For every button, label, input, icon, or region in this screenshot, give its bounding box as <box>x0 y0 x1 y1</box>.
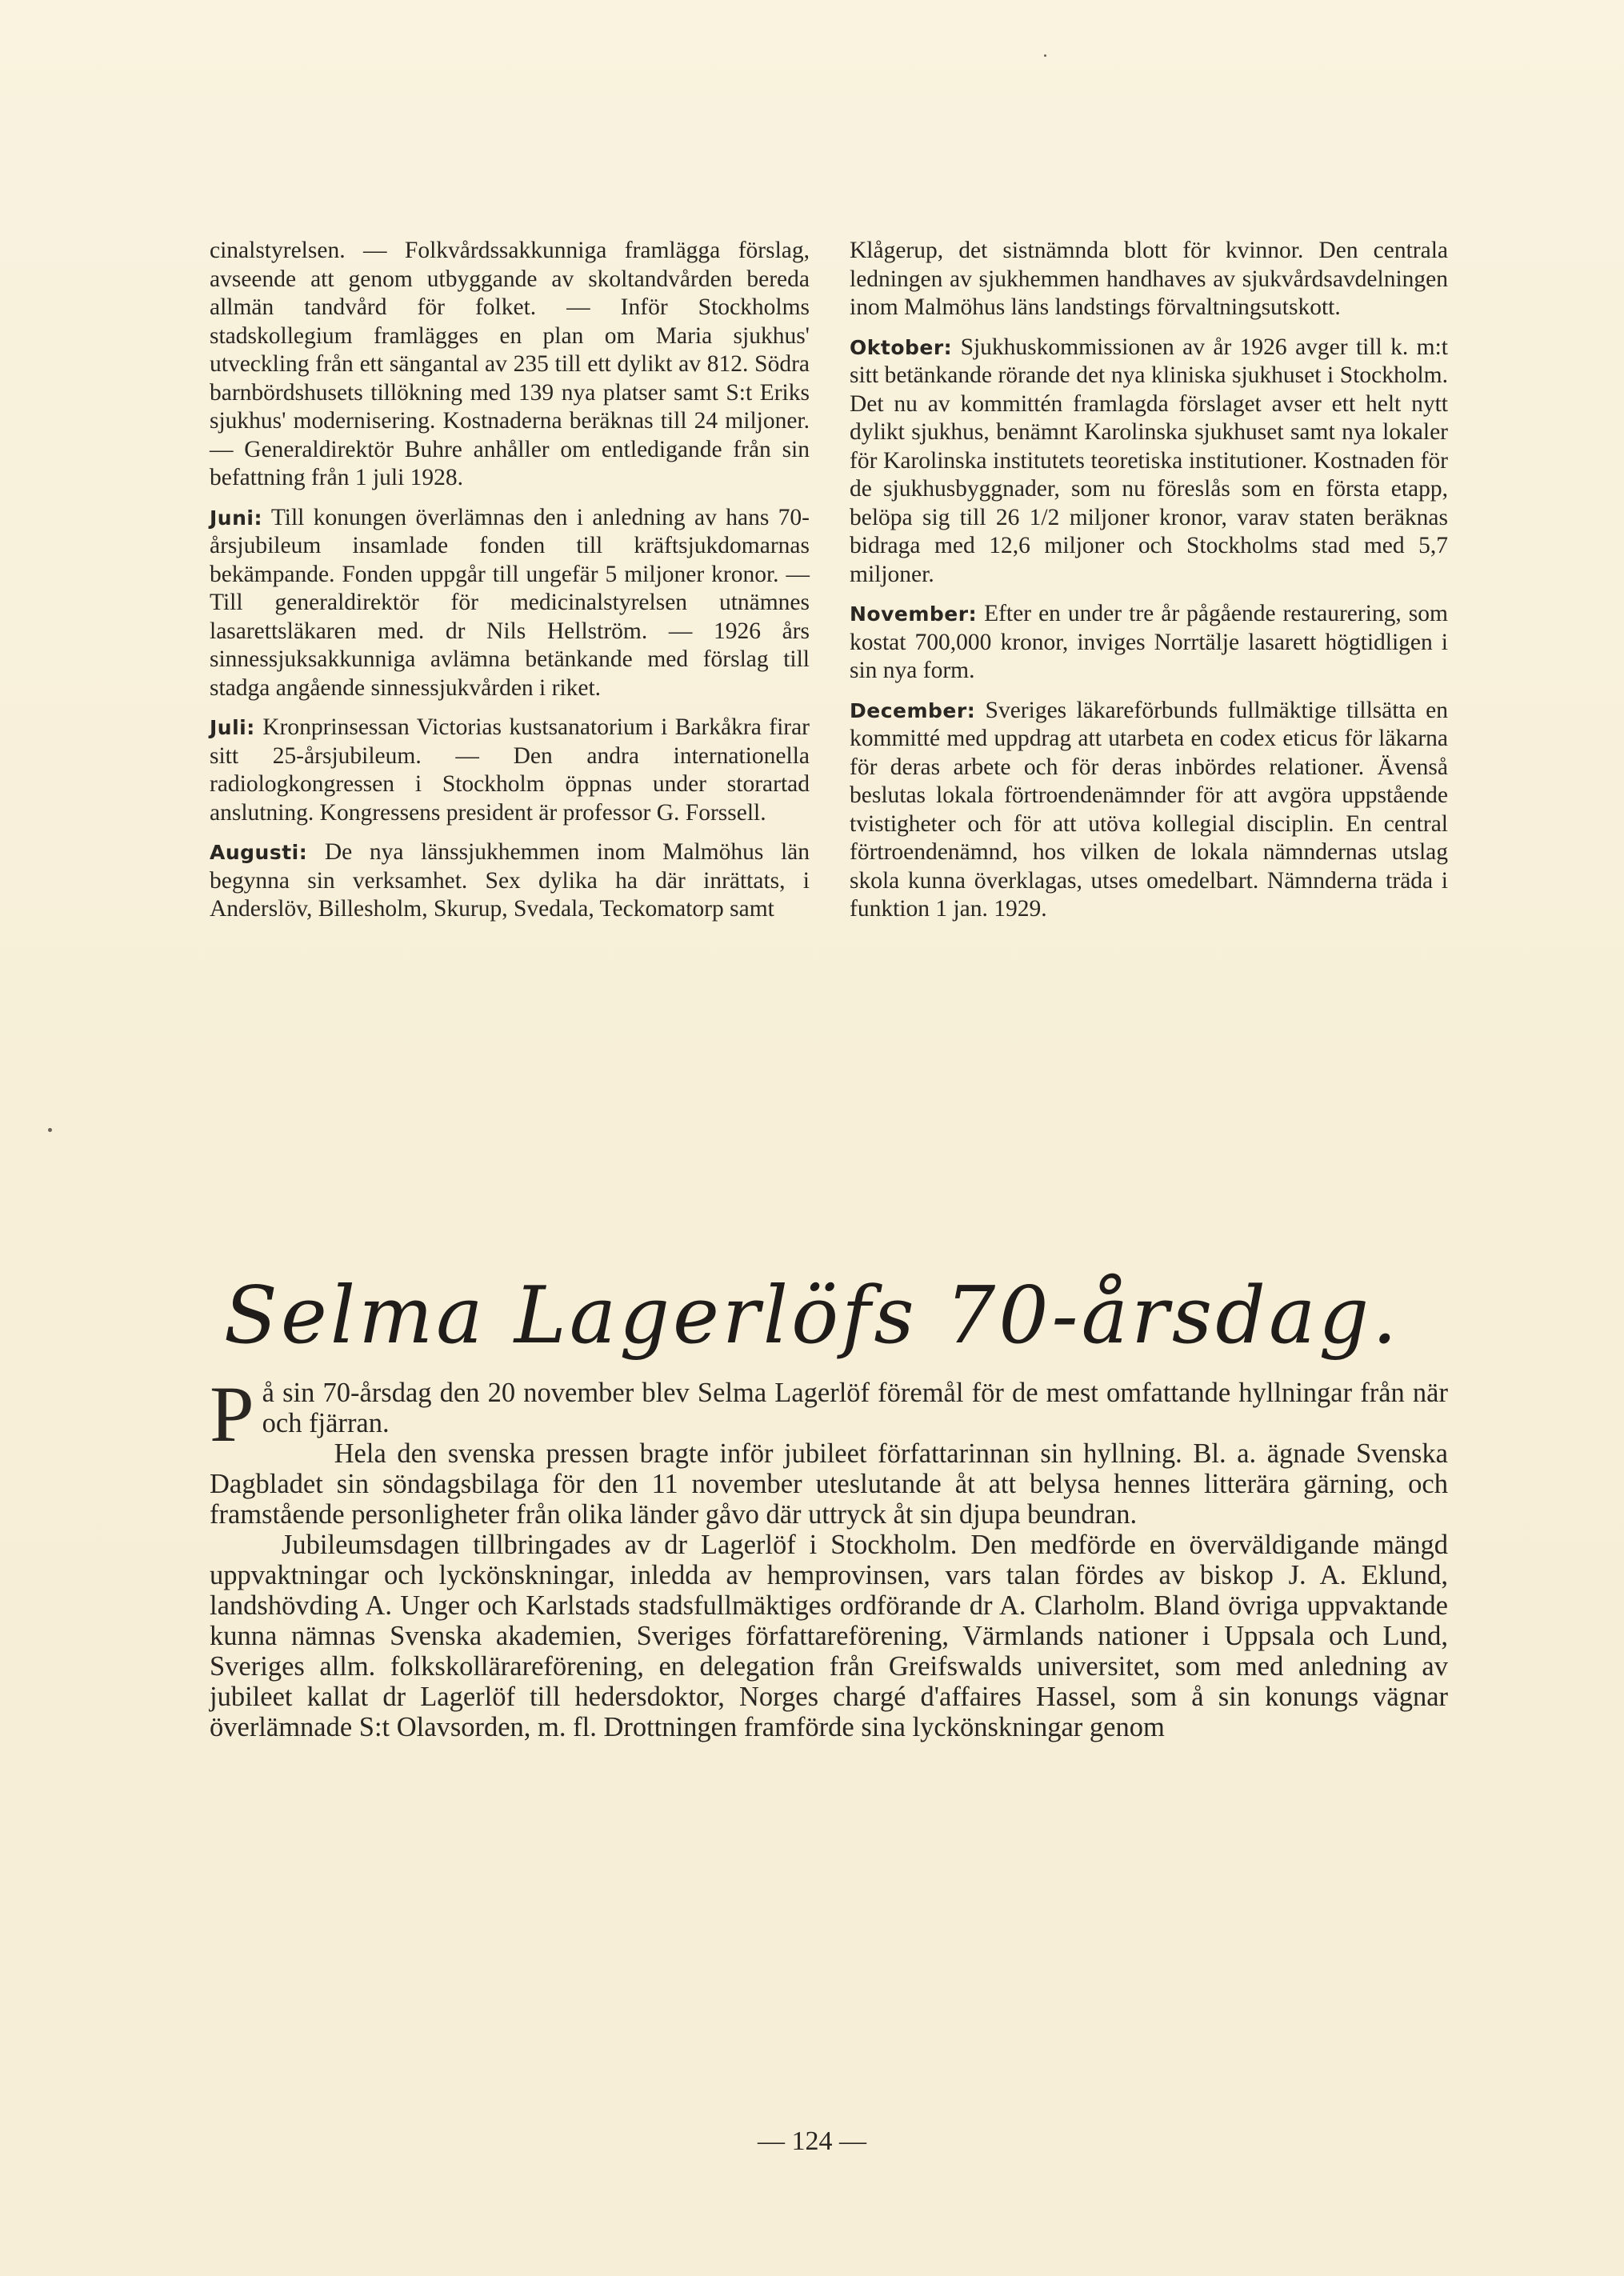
month-label-augusti: Augusti: <box>210 841 308 864</box>
entry-text-juni: Till konungen överlämnas den i anledning av hans 70-årsjubileum insamlade fonden till kräftsjukdomarnas bekämpande. Fonden uppgår till ungefär 5 miljoner kronor. — Till generaldirektör för medicinalstyrelsen utnämnes lasarettsläkaren med. dr Nils Hellström. — 1926 års sinnessjuksakkunniga avlämna betänkande med förslag till stadga angående sinnessjukvården i riket. <box>210 504 810 701</box>
paper-speck <box>48 1128 52 1132</box>
month-label-oktober: Oktober: <box>850 335 953 359</box>
month-label-juli: Juli: <box>210 716 255 739</box>
entry-text-december: Sveriges läkareförbunds fullmäktige tillsätta en kommitté med uppdrag att utarbeta en codex eticus för läkarna för deras arbete och för deras inbördes relationer. Ävenså beslutas lokala förtroendenämnder för att avgöra uppstående tvistigheter och för att utöva kollegial disciplin. En central förtroendenämnd, hos vilken de lokala nämndernas utslag skola kunna överklagas, utses omedelbart. Nämnderna träda i funktion 1 jan. 1929. <box>850 697 1449 922</box>
article-title: Selma Lagerlöfs 70-årsdag. <box>223 1270 1401 1362</box>
entry-augusti <box>210 838 810 924</box>
article-paragraph-1-text: å sin 70-årsdag den 20 november blev Selma Lagerlöf föremål för de mest omfattande hyllningar från när och fjärran. <box>262 1378 1448 1438</box>
article-body <box>210 1370 1448 1742</box>
entry-juli <box>210 714 810 827</box>
right-column <box>850 237 1448 935</box>
right-paragraph-intro: Klågerup, det sistnämnda blott för kvinnor. Den centrala ledningen av sjukhemmen handhaves av sjukvårdsavdelningen inom Malmöhus läns landstings förvaltningsutskott. <box>850 238 1448 320</box>
entry-december <box>850 697 1448 924</box>
month-label-juni: Juni: <box>210 506 262 530</box>
article-paragraph-2: Hela den svenska pressen bragte inför jubileet författarinnan sin hyllning. Bl. a. ägnade Svenska Dagbladet sin söndagsbilaga för den 11 november uteslutande åt att belysa hennes litterära gärning, och framstående personligheter från olika länder gåvo där uttryck åt sin djupa beundran. <box>210 1438 1448 1530</box>
month-label-november: November: <box>850 602 978 626</box>
paper-speck <box>1044 54 1046 57</box>
left-paragraph-intro: cinalstyrelsen. — Folkvårdssakkunniga framlägga förslag, avseende att genom utbyggande av skoltandvården bereda allmän tandvård för folket. — Inför Stockholms stadskollegium framlägges en plan om Maria sjukhus' utveckling från ett sängantal av 235 till ett dylikt av 812. Södra barnbördshusets tillökning med 139 nya platser samt S:t Eriks sjukhus' modernisering. Kostnaderna beräknas till 24 miljoner. — Generaldirektör Buhre anhåller om entledigande från sin befattning från 1 juli 1928. <box>210 238 810 490</box>
drop-cap: P <box>210 1370 254 1458</box>
article-paragraph-1 <box>210 1370 1448 1458</box>
entry-text-oktober: Sjukhuskommissionen av år 1926 avger till k. m:t sitt betänkande rörande det nya kliniska sjukhuset i Stockholm. Det nu av kommittén framlagda förslaget avser ett helt nytt dylikt sjukhus, benämnt Karolinska sjukhuset samt nya lokaler för Karolinska institutets teoretiska institutioner. Kostnaden för de sjukhusbyggnader, som nu föreslås som en första etapp, belöpa sig till 26 1/2 miljoner kronor, varav staten beräknas bidraga med 12,6 miljoner och Stockholms stad med 5,7 miljoner. <box>850 334 1448 587</box>
article-paragraph-3: Jubileumsdagen tillbringades av dr Lagerlöf i Stockholm. Den medförde en överväldigande mängd uppvaktningar och lyckönskningar, inledda av hemprovinsen, vars talan fördes av biskop J. A. Eklund, landshövding A. Unger och Karlstads stadsfullmäktiges ordförande dr A. Clarholm. Bland övriga uppvaktande kunna nämnas Svenska akademien, Sveriges författareförening, Värmlands nationer i Uppsala och Lund, Sveriges allm. folkskollärareförening, en delegation från Greifswalds universitet, som med anledning av jubileet kallat dr Lagerlöf till hedersdoktor, Norges chargé d'affaires Hassel, som å sin konungs vägnar överlämnade S:t Olavsorden, m. fl. Drottningen framförde sina lyckönskningar genom <box>210 1530 1448 1742</box>
entry-text-augusti: De nya länssjukhemmen inom Malmöhus län begynna sin verksamhet. Sex dylika ha där inrättats, i Anderslöv, Billesholm, Skurup, Svedala, Teckomatorp samt <box>210 839 810 922</box>
entry-oktober <box>850 334 1448 590</box>
entry-juni <box>210 504 810 703</box>
entry-text-november: Efter en under tre år pågående restaurering, som kostat 700,000 kronor, inviges Norrtälje lasarett högtidligen i sin nya form. <box>850 601 1448 683</box>
entry-text-juli: Kronprinsessan Victorias kustsanatorium i Barkåkra firar sitt 25-årsjubileum. — Den andra internationella radiologkongressen i Stockholm öppnas under storartad anslutning. Kongressens president är professor G. Forssell. <box>210 714 810 826</box>
left-column <box>210 237 810 935</box>
month-label-december: December: <box>850 698 976 722</box>
page-number: — 124 — <box>758 2126 866 2156</box>
entry-november <box>850 600 1448 686</box>
